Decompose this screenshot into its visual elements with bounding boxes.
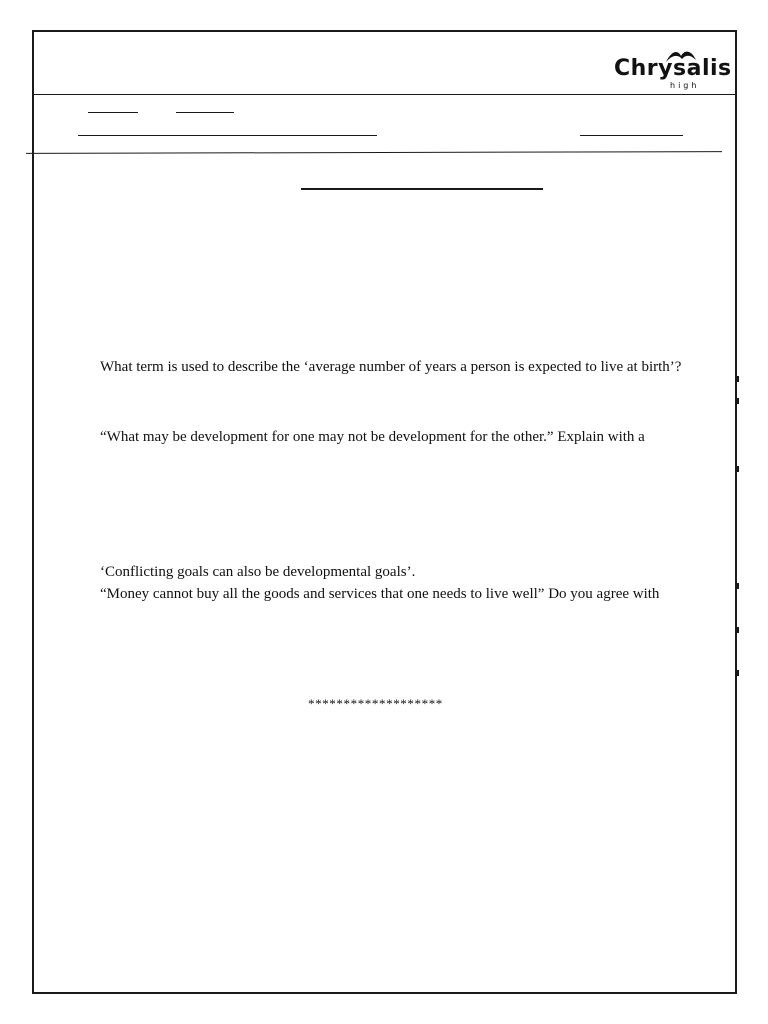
edge-mark	[737, 398, 739, 404]
blank-line-short-1	[88, 112, 138, 113]
edge-mark	[737, 627, 739, 633]
edge-mark	[737, 466, 739, 472]
question-3: ‘Conflicting goals can also be developmental goals’.	[100, 564, 416, 580]
logo-wordmark: Chrysalis	[614, 56, 732, 81]
edge-mark	[737, 583, 739, 589]
page-border	[32, 30, 737, 994]
blank-line-short-2	[176, 112, 234, 113]
end-marker: *******************	[308, 696, 443, 711]
edge-mark	[737, 376, 739, 382]
school-logo	[612, 48, 732, 96]
title-underline	[301, 188, 543, 190]
logo-subtitle: high	[670, 81, 700, 90]
blank-line-name	[78, 135, 377, 136]
question-2: “What may be development for one may not be development for the other.” Explain with a	[100, 429, 645, 445]
question-4: “Money cannot buy all the goods and services that one needs to live well” Do you agree with	[100, 586, 660, 602]
blank-line-right	[580, 135, 683, 136]
question-1: What term is used to describe the ‘average number of years a person is expected to live at birth’?	[100, 359, 682, 375]
edge-mark	[737, 670, 739, 676]
